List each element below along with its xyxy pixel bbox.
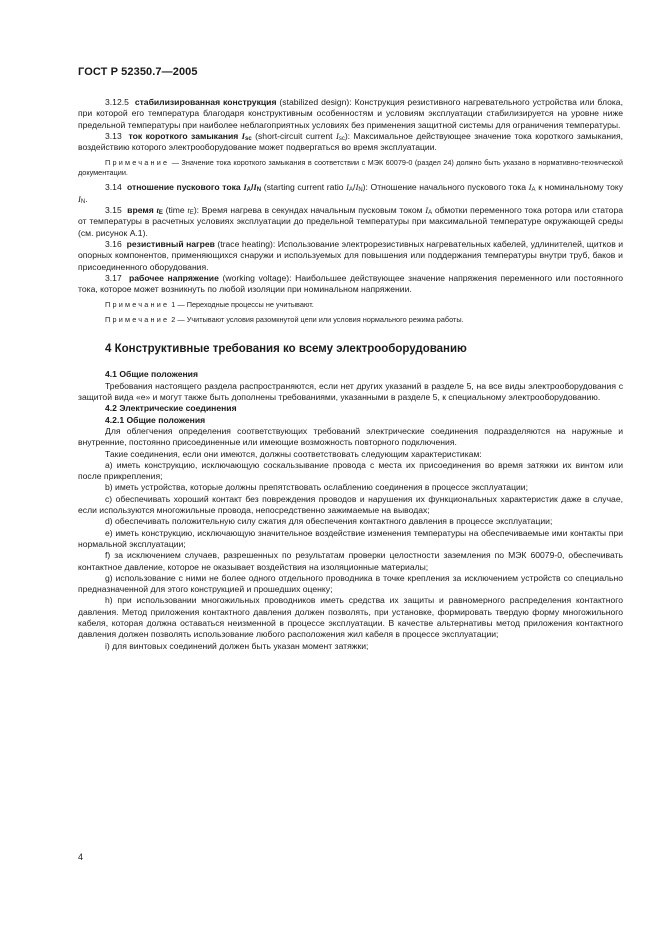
page-number: 4 [78,852,84,862]
list-item-b: b) иметь устройства, которые должны препятствовать ослаблению соединения в процессе эксплуатации; [105,482,528,493]
page-body [78,97,623,652]
definition-3-13: 3.13 ток короткого замыкания $I_{sc}$ (short-circuit current $I_{sc}$): Максимальное действующее значение тока короткого замыкания, воздействию которого электрооборудование может подвергаться во время эксплуатации. [78,130,624,153]
note-3-13: Примечание — Значение тока короткого замыкания в соответствии с МЭК 60079-0 (раздел 24) должно быть указано в нормативно-технической документации. [78,158,623,178]
list-item-g: g) использование с ними не более одного отдельного проводника в точке крепления за исключением устройств со специально предназначенной для этого конструкцией и прошедших оценку; [78,572,623,595]
list-item-e: e) иметь конструкцию, исключающую значительное воздействие изменения температуры на обеспечиваемые ими контакты при нормальной эксплуатации; [78,527,623,549]
subsection-4-2-1-intro: Для облегчения определения соответствующих требований электрические соединения подразделяются на наружные и внутренние, постоянно присоединенные или имеющие возможность повторного подключения. [78,425,623,448]
note-3-17-1: Примечание 1 — Переходные процессы не учитывают. [105,300,314,310]
subsection-4-2-1-lead: Такие соединения, если они имеются, должны соответствовать следующим характеристикам: [105,448,482,459]
document-header: ГОСТ Р 52350.7—2005 [78,66,198,78]
subsection-4-1-heading: 4.1 Общие положения [105,369,198,380]
definition-3-14: 3.14 отношение пускового тока $I_A/I_N$ (starting current ratio $I_A/I_N$): Отношение начального пускового тока $I_A$ к номинальному току $I_N$. [78,182,624,205]
list-item-c: c) обеспечивать хороший контакт без повреждения проводов и нарушения их функциональных характеристик даже в случае, если используются многожильные провода, непосредственно зажимаемые на выводах; [78,493,623,516]
list-item-h: h) при использовании многожильных проводников иметь средства их защиты и равномерного распределения контактного давления. Метод приложения контактного давления должен позволять, при установке, формировать твердую форму многожильного кабеля, которая должна оставаться неизменной в процессе эксплуатации. В качестве альтернативы метод приложения контактного давления должен позволять использование любого расположения жил кабеля в процессе эксплуатации; [78,595,623,640]
subsection-4-2-1-heading: 4.2.1 Общие положения [105,414,206,425]
definition-3-12-5: 3.12.5 стабилизированная конструкция (stabilized design): Конструкция резистивного нагревательного устройства или блока, при которой его температура благодаря конструктивным особенностям и условиям эксплуатации стабилизируется на уровне ниже предельной температуры при наиболее неблагоприятных условиях без применения защитной системы для ограничения температуры. [78,97,623,130]
subsection-4-2-heading: 4.2 Электрические соединения [105,403,237,414]
note-3-17-2: Примечание 2 — Учитывают условия разомкнутой цепи или условия нормального режима работы. [105,315,464,325]
list-item-a: a) иметь конструкцию, исключающую соскальзывание провода с места их присоединения во время затяжки их винтом или после прикрепления; [78,459,623,482]
definition-3-16: 3.16 резистивный нагрев (trace heating): Использование электрорезистивных нагревательных кабелей, удлинителей, щитков и опорных компонентов, применяющихся снаружи и используемых для повышения или поддержания температуры внутри труб, баков и присоединенного оборудования. [78,238,624,272]
section-4-heading: 4 Конструктивные требования ко всему электрооборудованию [105,343,467,356]
list-item-f: f) за исключением случаев, разрешенных по результатам проверки целостности заземления по МЭК 60079-0, обеспечивать контактное давление, которое не оказывает воздействия на изоляционные материалы; [78,550,623,572]
definition-3-15: 3.15 время $t_E$ (time $t_E$): Время нагрева в секундах начальным пусковым током $I_A$ обмотки переменного тока ротора или статора от температуры в расчетных условиях эксплуатации до предельной температуры при максимальной температуре окружающей среды (см. рисунок А.1). [78,205,624,238]
list-item-i: i) для винтовых соединений должен быть указан момент затяжки; [105,640,369,651]
subsection-4-1-text: Требования настоящего раздела распространяются, если нет других указаний в разделе 5, на все виды электрооборудования с защитой вида «е» и могут также быть дополнены требованиями, указанными в разделе 5, к специальному электрооборудованию. [78,380,623,403]
definition-3-17: 3.17 рабочее напряжение (working voltage): Наибольшее действующее значение напряжения переменного или постоянного тока, которое может возникнуть по любой изоляции при номинальном напряжении. [78,272,624,295]
list-item-d: d) обеспечивать положительную силу сжатия для обеспечения контактного давления в процессе эксплуатации; [105,516,553,527]
